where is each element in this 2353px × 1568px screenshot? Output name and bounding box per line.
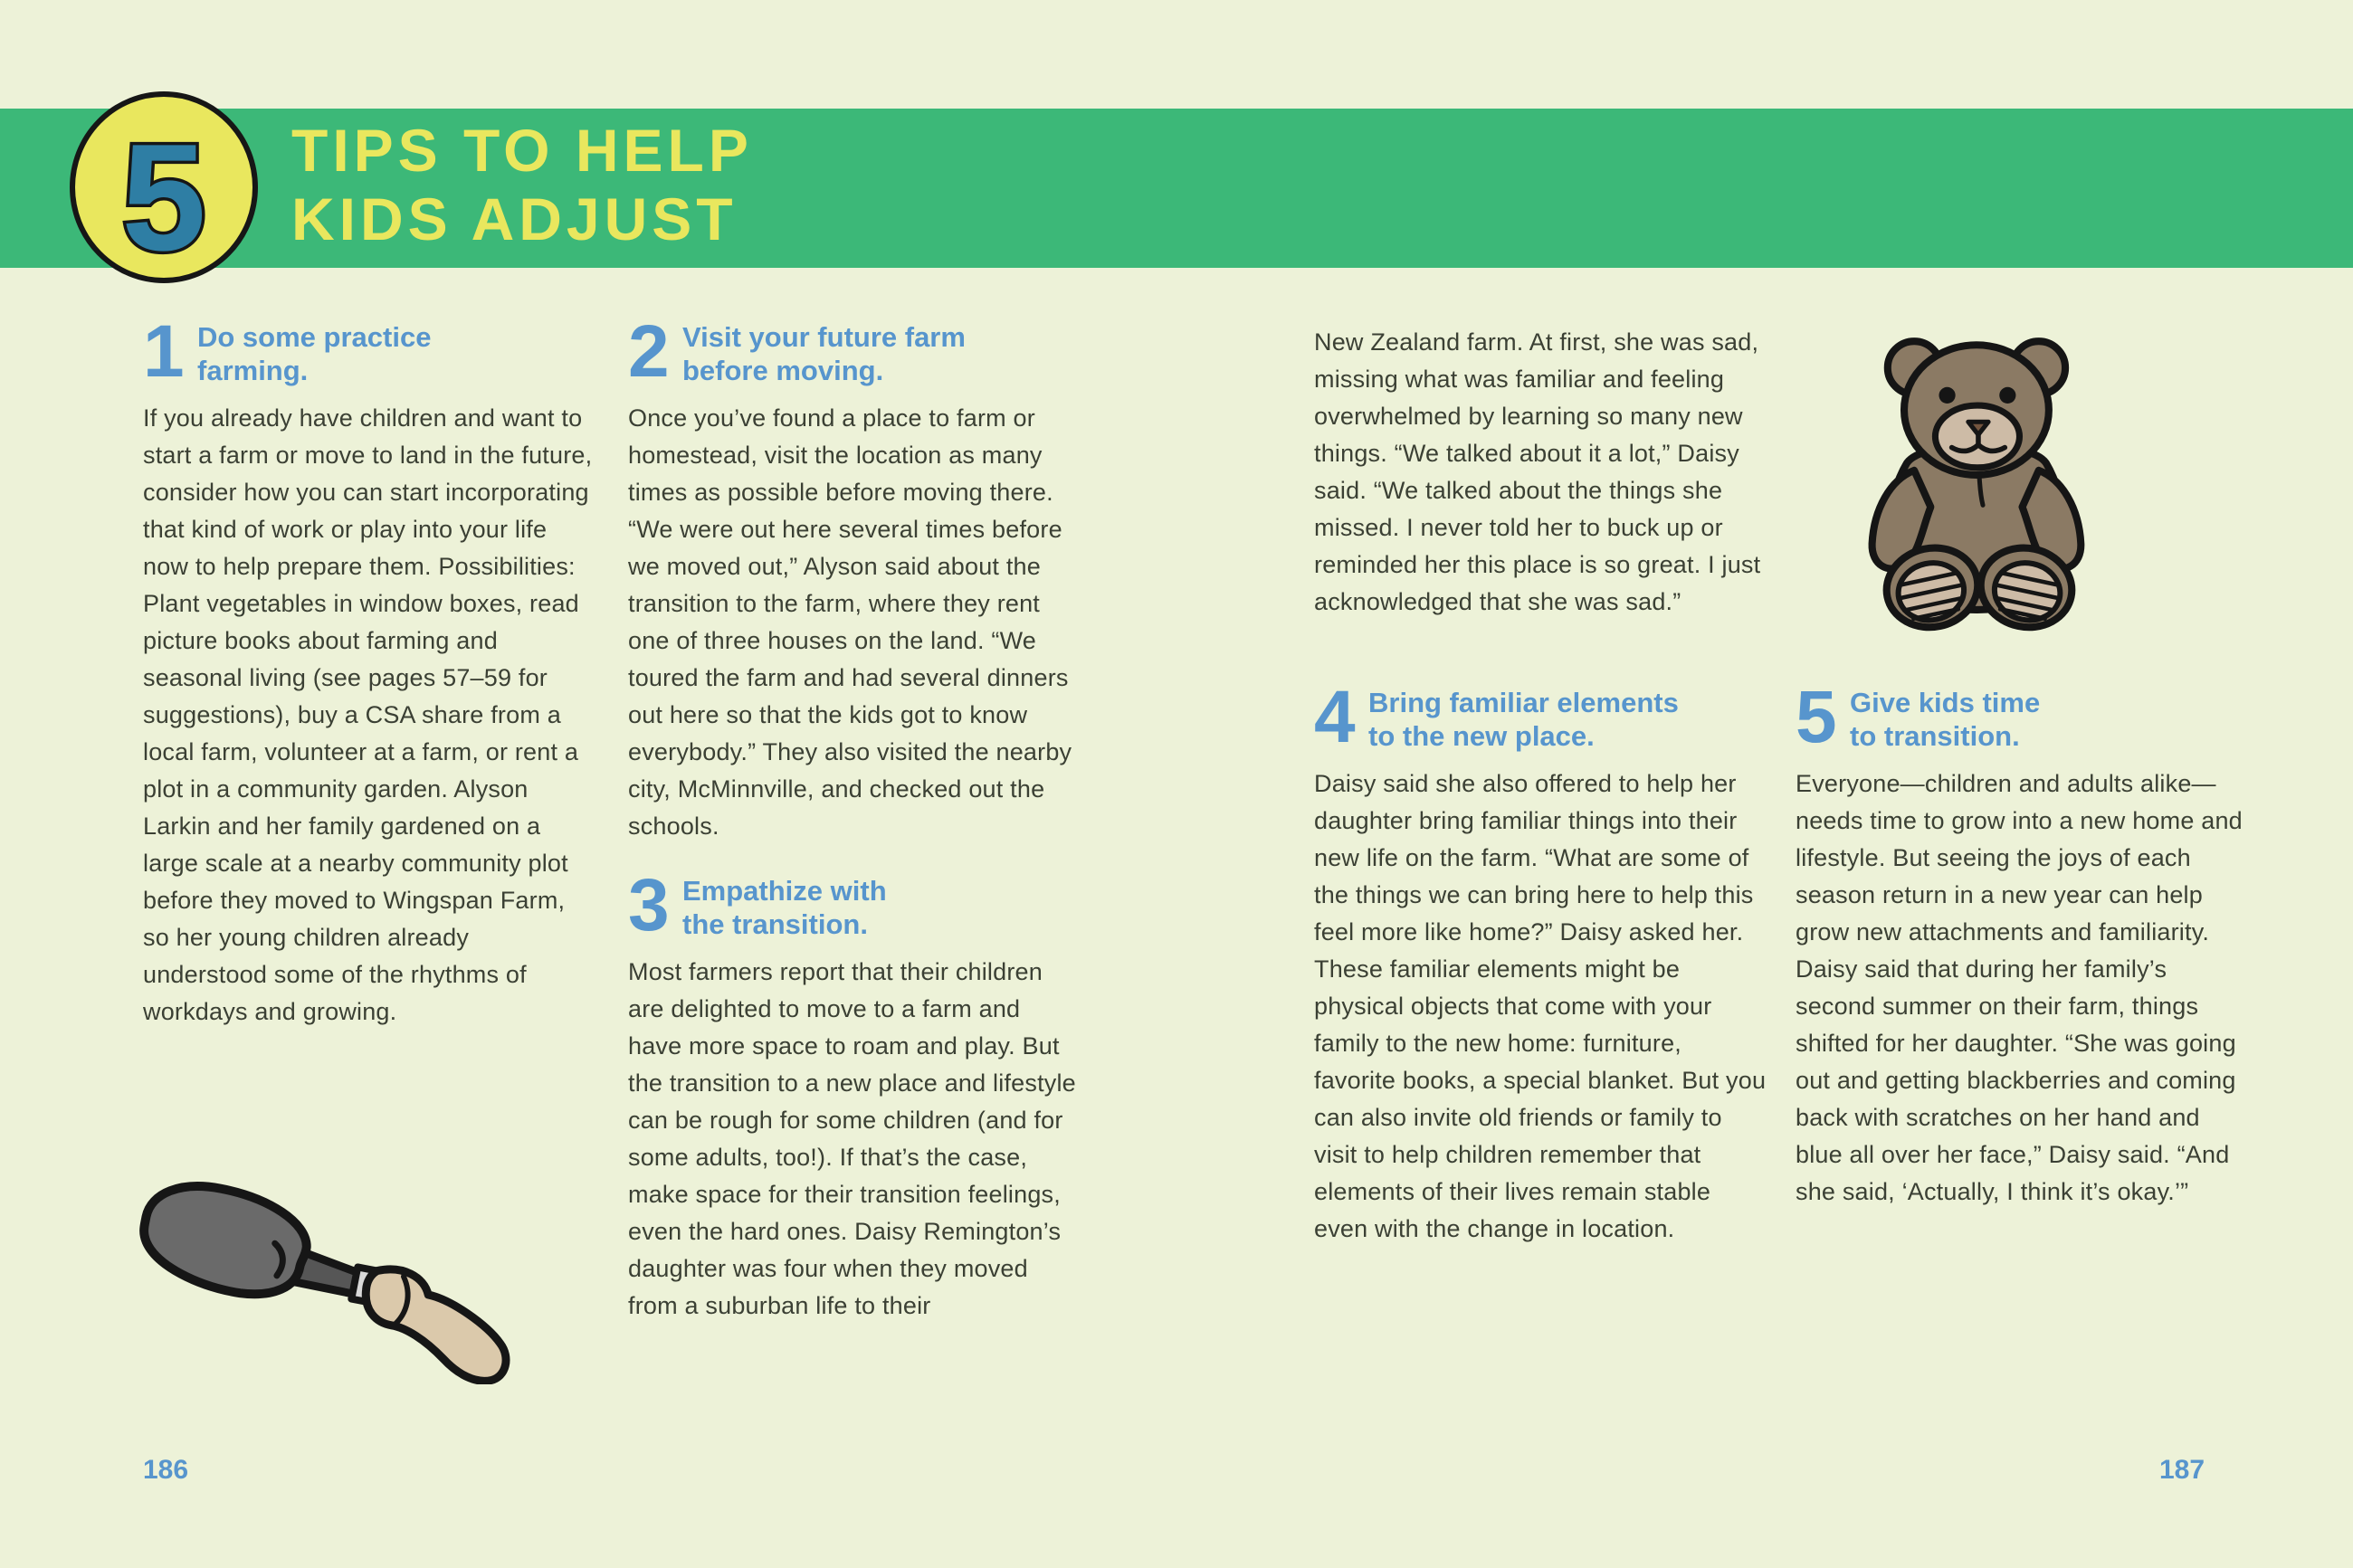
tip-4-number: 4: [1314, 676, 1356, 758]
bear-right-eye: [1999, 387, 2015, 404]
tip-1: [143, 310, 595, 1031]
tip-1-number: 1: [143, 310, 185, 393]
tip-5-heading: Give kids time to transition.: [1850, 687, 2041, 752]
trowel-blade: [132, 1170, 316, 1308]
chapter-title-line1: TIPS TO HELP: [291, 117, 753, 184]
tip-2-heading: Visit your future farm before moving.: [682, 321, 966, 386]
bear-left-eye: [1939, 387, 1955, 404]
tip-3: [628, 864, 1081, 1325]
tip-2-header: [628, 310, 1081, 393]
chapter-number: 5: [121, 112, 206, 282]
tip-5: [1796, 676, 2248, 1211]
tip-2: [628, 310, 1081, 845]
tip-4: [1314, 676, 1767, 1248]
teddy-bear-illustration: [1857, 326, 2105, 637]
garden-trowel-illustration: [132, 1158, 547, 1384]
tip-1-heading: Do some practice farming.: [197, 321, 432, 386]
page-number-right: 187: [2159, 1455, 2205, 1485]
tip-2-number: 2: [628, 310, 670, 393]
page-number-left: 186: [143, 1455, 189, 1485]
tip-2-body: Once you’ve found a place to farm or homestead, visit the location as many times as possible before moving there. “We were out here several times before we moved out,” Alyson said about the transition to the farm, where they rent one of three houses on the land. “We toured the farm and had several dinners out here so that the kids got to know everybody.” They also visited the nearby city, McMinnville, and checked out the schools.: [628, 404, 1072, 840]
column-4: [1796, 676, 2248, 1211]
tip-1-header: [143, 310, 595, 393]
column-3-continuation: [1314, 324, 1767, 621]
column-2: [628, 310, 1081, 1325]
tip-3-body-right: New Zealand farm. At first, she was sad, missing what was familiar and feeling overwhelmed by learning so many new things. “We talked about it a lot,” Daisy said. “We talked about the things she missed. I never told her to buck up or reminded her this place is so great. I just acknowledged that she was sad.”: [1314, 328, 1761, 615]
tip-3-body-left: Most farmers report that their children are delighted to move to a farm and have more space to roam and play. But the transition to a new place and lifestyle can be rough for some children (and for some adults, too!). If that’s the case, make space for their transition feelings, even the hard ones. Daisy Remington’s daughter was four when they moved from a suburban life to their: [628, 958, 1076, 1319]
tip-4-heading: Bring familiar elements to the new place.: [1368, 687, 1679, 752]
tip-4-body: Daisy said she also offered to help her daughter bring familiar things into their new life on the farm. “What are some of the things we can bring here to help this feel more like home?” Daisy asked her. These familiar elements might be physical objects that come with your family to the new home: furniture, favorite books, a special blanket. But you can also invite old friends or family to visit to help children remember that elements of their lives remain stable even with the change in location.: [1314, 770, 1767, 1242]
tip-3-heading: Empathize with the transition.: [682, 875, 887, 940]
chapter-title-line2: KIDS ADJUST: [291, 185, 738, 252]
tip-5-number: 5: [1796, 676, 1837, 758]
column-1: [143, 310, 595, 1031]
trowel-handle: [350, 1262, 523, 1384]
tip-5-body: Everyone—children and adults alike—needs time to grow into a new home and lifestyle. But seeing the joys of each season return in a new year can help grow new attachments and familiarity. Daisy said that during her family’s second summer on their farm, things shifted for her daughter. “She was going out and getting blackberries and coming back with scratches on her hand and blue all over her face,” Daisy said. “And she said, ‘Actually, I think it’s okay.’”: [1796, 770, 2243, 1205]
tip-3-header: [628, 864, 1081, 946]
tip-3-number: 3: [628, 864, 670, 946]
chapter-number-badge: [67, 89, 261, 286]
tip-5-header: [1796, 676, 2248, 758]
column-3-tip-4: [1314, 676, 1767, 1248]
chapter-title: [291, 116, 753, 253]
tip-4-header: [1314, 676, 1767, 758]
tip-1-body: If you already have children and want to start a farm or move to land in the future, consider how you can start incorporating that kind of work or play into your life now to help prepare them. Possibilities: Plant vegetables in window boxes, read picture books about farming and seasonal living (see pages 57–59 for suggestions), buy a CSA share from a local farm, volunteer at a farm, or rent a plot in a community garden. Alyson Larkin and her family gardened on a large scale at a nearby community plot before they moved to Wingspan Farm, so her young children already understood some of the rhythms of workdays and growing.: [143, 404, 593, 1025]
